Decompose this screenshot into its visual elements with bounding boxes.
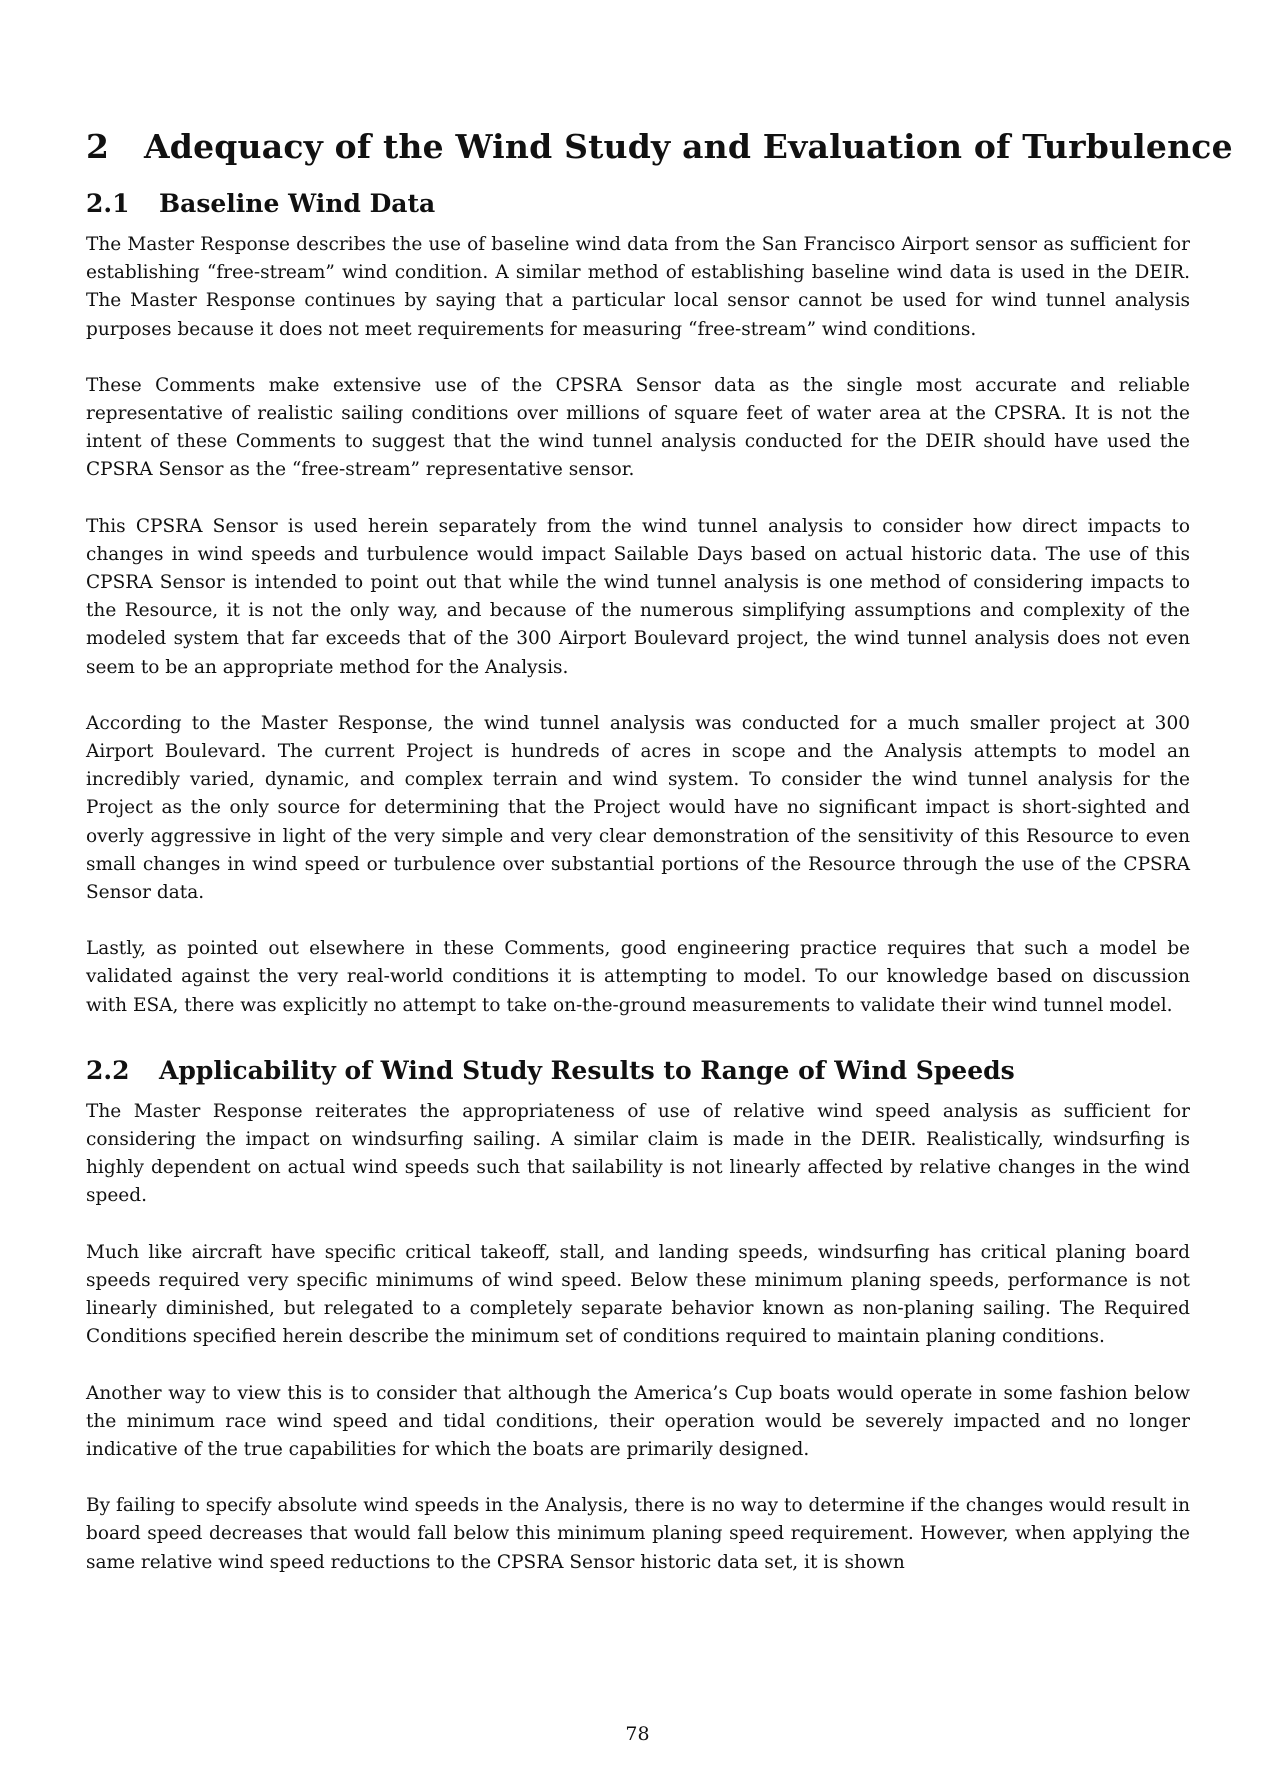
subsection-number: 2.1 [86,189,130,218]
paragraph: Another way to view this is to consider that although the America’s Cup boats would operate in some fashion below the minimum race wind speed and tidal conditions, their operation would be severely impacted and no longer indicative of the true capabilities for which the boats are primarily designed. [86,1382,1190,1460]
subsection-number: 2.2 [86,1055,130,1085]
paragraph: This CPSRA Sensor is used herein separately from the wind tunnel analysis to consider how direct impacts to changes in wind speeds and turbulence would impact Sailable Days based on actual historic data. The use of this CPSRA Sensor is intended to point out that while the wind tunnel analysis is one method of considering impacts to the Resource, it is not the only way, and because of the numerous simplifying assumptions and complexity of the modeled system that far exceeds that of the 300 Airport Boulevard project, the wind tunnel analysis does not even seem to be an appropriate method for the Analysis. [86,515,1190,678]
paragraph: By failing to specify absolute wind speeds in the Analysis, there is no way to determine if the changes would result in board speed decreases that would fall below this minimum planing speed requirement. However, when applying the same relative wind speed reductions to the CPSRA Sensor historic data set, it is shown [86,1495,1190,1573]
paragraph: Much like aircraft have specific critical takeoff, stall, and landing speeds, windsurfing has critical planing board speeds required very specific minimums of wind speed. Below these minimum planing speeds, performance is not linearly diminished, but relegated to a completely separate behavior known as non-planing sailing. The Required Conditions specified herein describe the minimum set of conditions required to maintain planing conditions. [86,1241,1190,1348]
paragraph: These Comments make extensive use of the CPSRA Sensor data as the single most accurate and reliable representative of realistic sailing conditions over millions of square feet of water area at the CPSRA. It is not the intent of these Comments to suggest that the wind tunnel analysis conducted for the DEIR should have used the CPSRA Sensor as the “free-stream” representative sensor. [86,374,1190,481]
section-number: 2 [86,127,110,166]
paragraph: The Master Response reiterates the appropriateness of use of relative wind speed analysis as sufficient for considering the impact on windsurfing sailing. A similar claim is made in the DEIR. Realistically, windsurfing is highly dependent on actual wind speeds such that sailability is not linearly affected by relative changes in the wind speed. [86,1100,1190,1207]
section-title: Adequacy of the Wind Study and Evaluation of Turbulence [144,127,1233,166]
subsection-title: Applicability of Wind Study Results to Range of Wind Speeds [159,1055,1015,1085]
paragraph: Lastly, as pointed out elsewhere in these Comments, good engineering practice requires that such a model be validated against the very real-world conditions it is attempting to model. To our knowledge based on discussion with ESA, there was explicitly no attempt to take on-the-ground measurements to validate their wind tunnel model. [86,938,1190,1016]
section-heading [86,125,1233,169]
paragraph: The Master Response describes the use of baseline wind data from the San Francisco Airport sensor as sufficient for establishing “free-stream” wind condition. A similar method of establishing baseline wind data is used in the DEIR. The Master Response continues by saying that a particular local sensor cannot be used for wind tunnel analysis purposes because it does not meet requirements for measuring “free-stream” wind conditions. [86,234,1190,340]
paragraph: According to the Master Response, the wind tunnel analysis was conducted for a much smaller project at 300 Airport Boulevard. The current Project is hundreds of acres in scope and the Analysis attempts to model an incredibly varied, dynamic, and complex terrain and wind system. To consider the wind tunnel analysis for the Project as the only source for determining that the Project would have no significant impact is short-sighted and overly aggressive in light of the very simple and very clear demonstration of the sensitivity of this Resource to even small changes in wind speed or turbulence over substantial portions of the Resource through the use of the CPSRA Sensor data. [86,712,1190,904]
subsection-title: Baseline Wind Data [159,189,436,218]
document-page [86,125,1233,1577]
page-number: 78 [625,1723,650,1745]
subsection-heading-2-1 [86,187,1190,221]
subsection-heading-2-2 [86,1054,1190,1088]
